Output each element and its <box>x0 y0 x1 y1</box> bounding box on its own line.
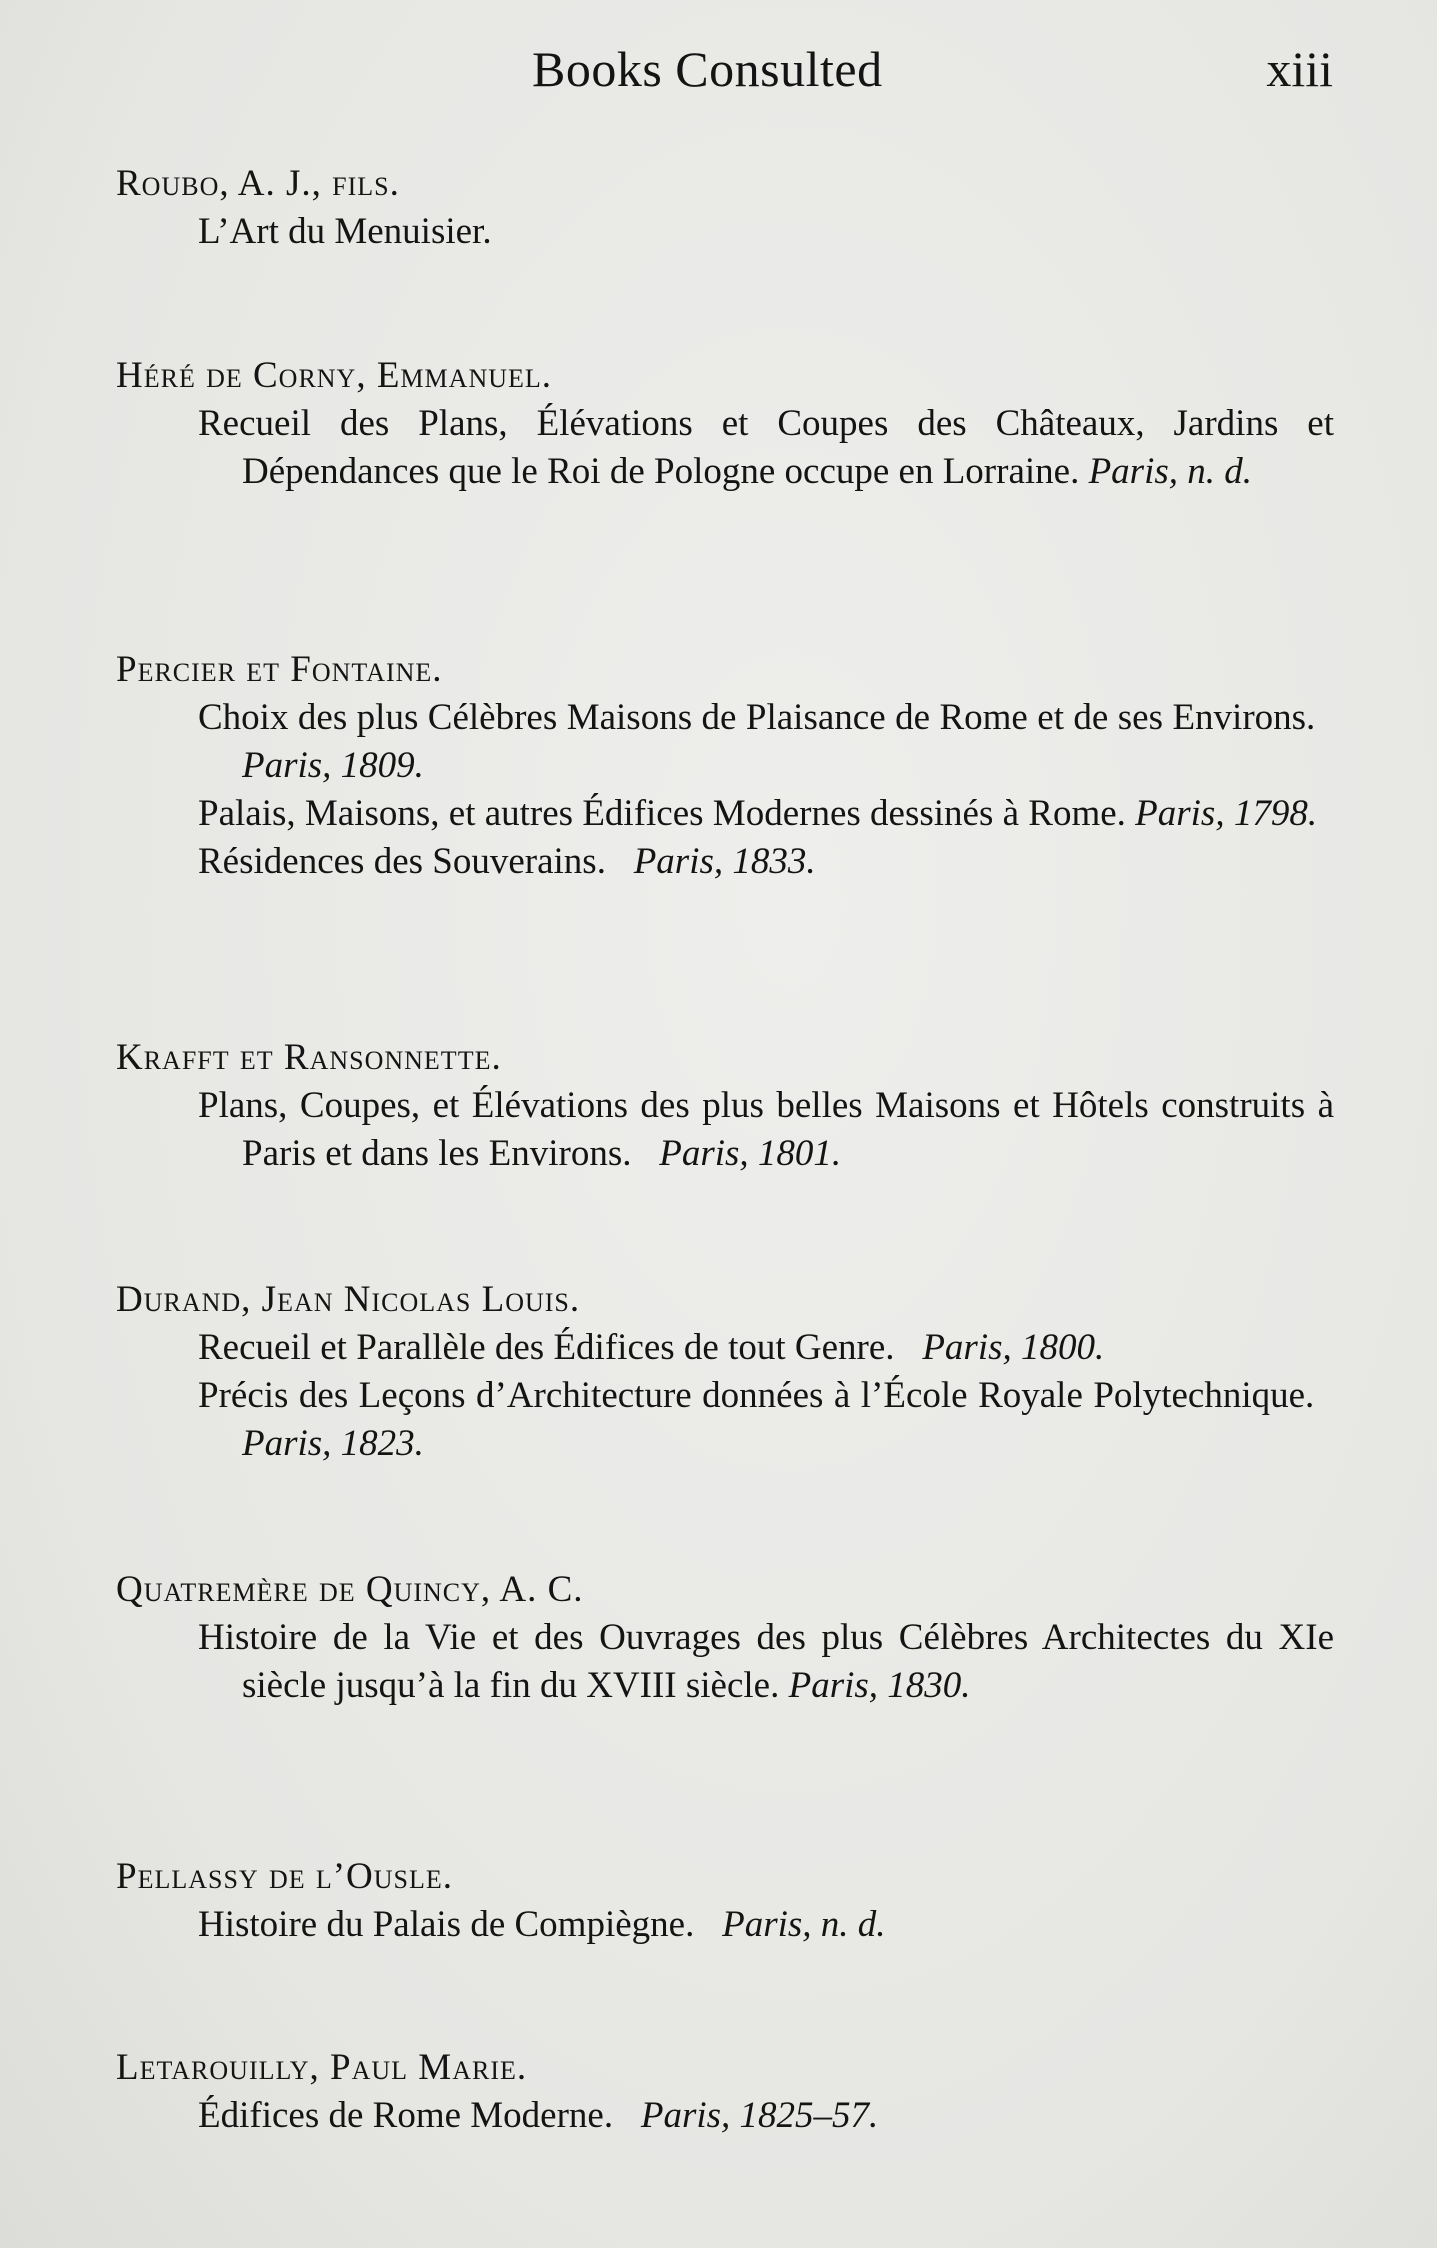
entry-author: Krafft et Ransonnette. <box>116 1037 502 1078</box>
entry-work <box>198 400 1334 496</box>
work-imprint: Paris, 1798. <box>1135 793 1318 834</box>
entry-author: Percier et Fontaine. <box>116 649 443 690</box>
entry-work <box>198 1082 1334 1178</box>
work-title: Choix des plus Célèbres Maisons de Plaisance de Rome et de ses Environs. <box>198 697 1316 738</box>
work-title: Palais, Maisons, et autres Édifices Modernes dessinés à Rome. <box>198 793 1126 834</box>
work-title: Édifices de Rome Moderne. <box>198 2095 614 2136</box>
entry-author: Quatremère de Quincy, A. C. <box>116 1569 584 1610</box>
entry-work <box>198 2092 1334 2140</box>
entry-work <box>198 838 1334 886</box>
work-title: Précis des Leçons d’Architecture données à l’École Royale Polytechnique. <box>198 1375 1315 1416</box>
work-imprint: Paris, n. d. <box>1088 451 1253 492</box>
work-imprint: Paris, 1830. <box>788 1665 971 1706</box>
work-imprint: Paris, n. d. <box>722 1904 886 1945</box>
entry-author: Héré de Corny, Emmanuel. <box>116 355 553 396</box>
entry-author: Pellassy de l’Ousle. <box>116 1856 454 1897</box>
entry-author: Roubo, A. J., fils. <box>116 163 400 204</box>
work-title: Plans, Coupes, et Élévations des plus belles Maisons et Hôtels construits à Paris et dans les Environs. <box>198 1085 1334 1174</box>
page-number: xiii <box>1266 41 1333 97</box>
entry-work <box>198 694 1334 790</box>
entry-work <box>198 1372 1334 1468</box>
work-imprint: Paris, 1823. <box>242 1423 424 1464</box>
work-imprint: Paris, 1809. <box>242 745 424 786</box>
entry-author: Durand, Jean Nicolas Louis. <box>116 1279 581 1320</box>
bibliography-entry <box>116 1276 1334 1468</box>
work-title: Recueil et Parallèle des Édifices de tout Genre. <box>198 1327 895 1368</box>
entry-work <box>198 1324 1334 1372</box>
bibliography-entry <box>116 2044 1334 2140</box>
entry-work <box>198 790 1334 838</box>
work-title: Histoire de la Vie et des Ouvrages des plus Célèbres Architectes du XIe siècle jusqu’à la fin du XVIII siècle. <box>198 1617 1334 1706</box>
entry-work <box>198 208 1334 256</box>
work-title: Recueil des Plans, Élévations et Coupes des Châteaux, Jardins et Dépendances que le Roi de Pologne occupe en Lorraine. <box>198 403 1334 492</box>
work-imprint: Paris, 1825–57. <box>640 2095 879 2136</box>
work-imprint: Paris, 1833. <box>633 841 816 882</box>
entry-work <box>198 1614 1334 1710</box>
work-title: Histoire du Palais de Compiègne. <box>198 1904 695 1945</box>
work-title: L’Art du Menuisier. <box>198 211 492 252</box>
bibliography-entry <box>116 1566 1334 1710</box>
running-title: Books Consulted <box>532 41 883 97</box>
bibliography-entry <box>116 352 1334 496</box>
work-imprint: Paris, 1801. <box>659 1133 842 1174</box>
entry-work <box>198 1901 1334 1949</box>
bibliography-entry <box>116 160 1334 256</box>
bibliography-entry <box>116 646 1334 886</box>
running-header <box>0 40 1437 110</box>
work-imprint: Paris, 1800. <box>922 1327 1105 1368</box>
bibliography-entry <box>116 1034 1334 1178</box>
entry-author: Letarouilly, Paul Marie. <box>116 2047 528 2088</box>
work-title: Résidences des Souverains. <box>198 841 606 882</box>
bibliography-entry <box>116 1853 1334 1949</box>
